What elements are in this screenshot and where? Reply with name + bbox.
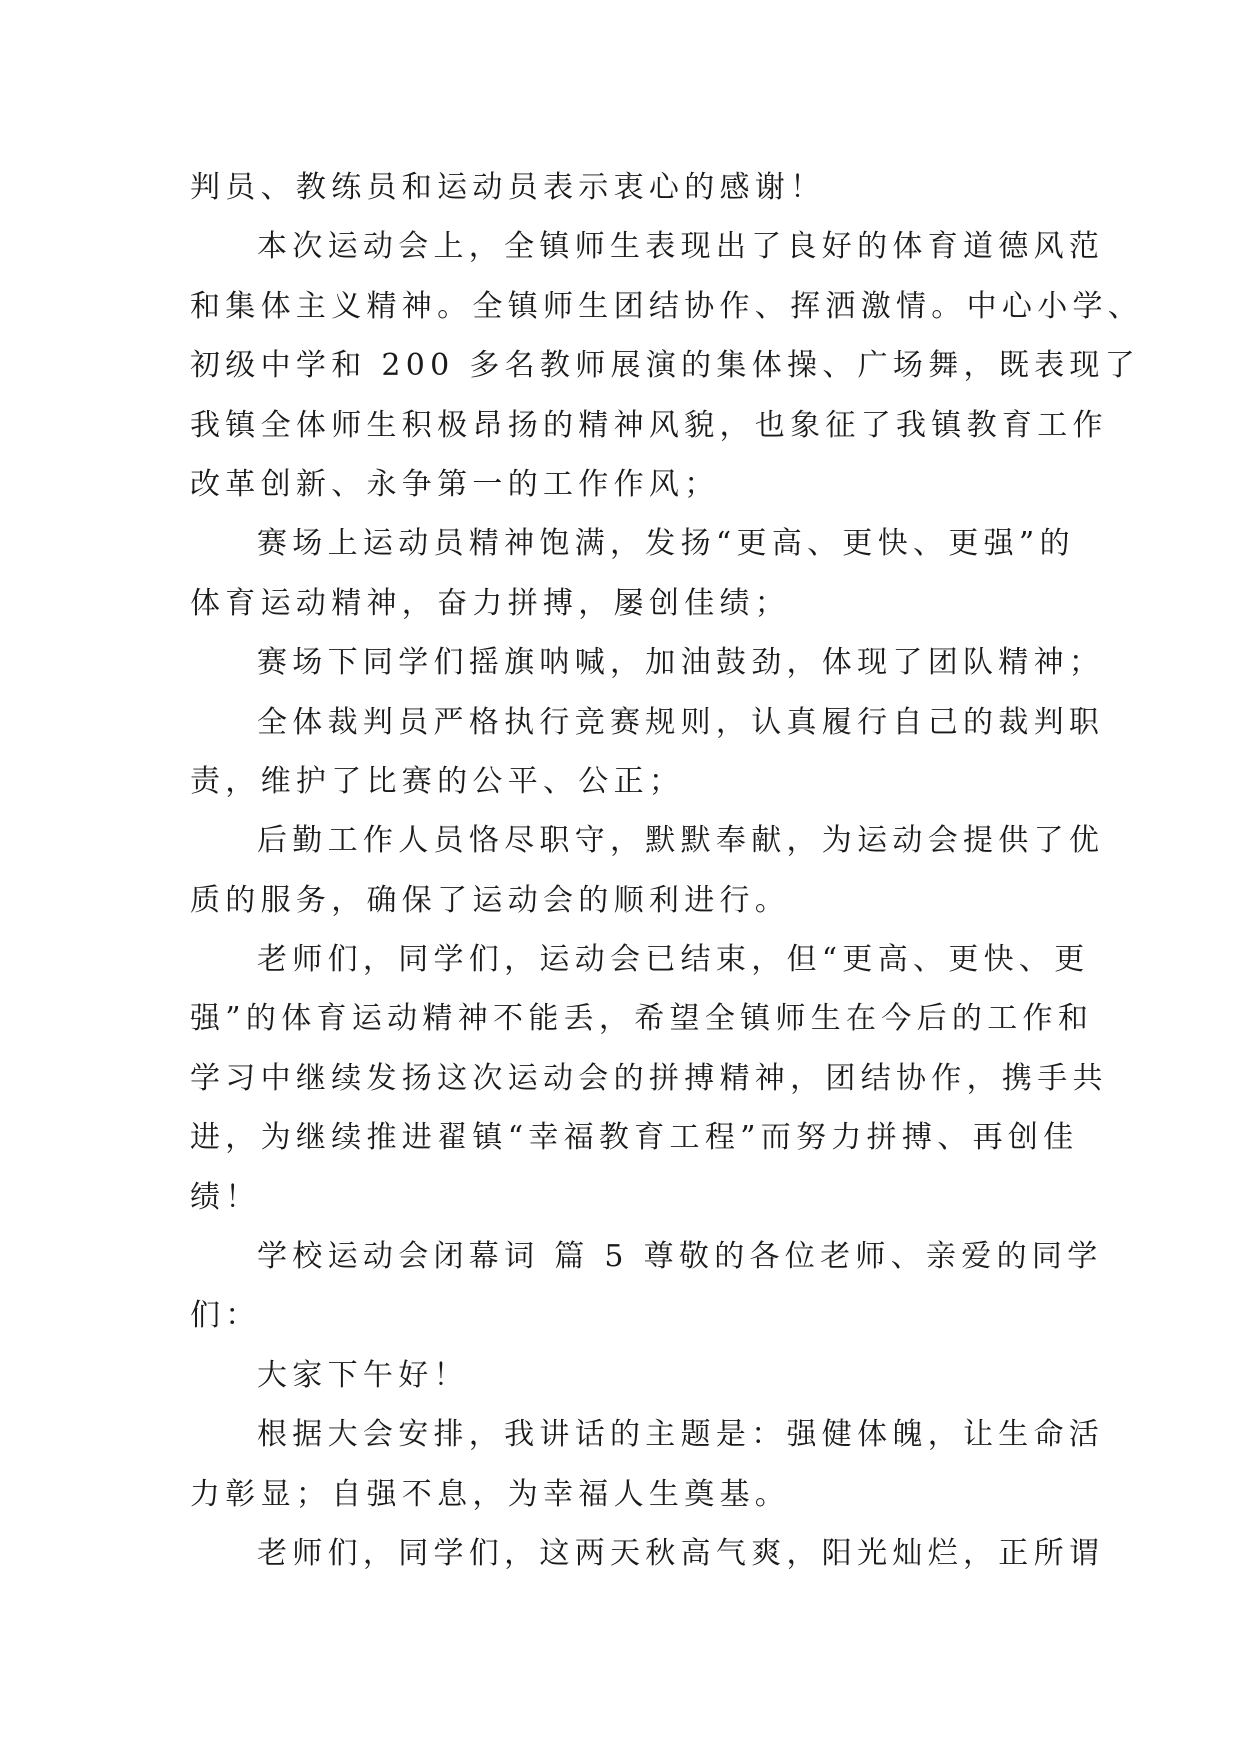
text-line: 质的服务，确保了运动会的顺利进行。	[190, 882, 791, 918]
text-line: 们：	[190, 1298, 261, 1334]
text-line: 我镇全体师生积极昂扬的精神风貌，也象征了我镇教育工作	[190, 407, 1108, 443]
text-line: 老师们，同学们，这两天秋高气爽，阳光灿烂，正所谓	[257, 1535, 1105, 1571]
text-line: 学校运动会闭幕词 篇 5 尊敬的各位老师、亲爱的同学	[257, 1239, 1103, 1275]
text-line: 初级中学和 200 多名教师展演的集体操、广场舞，既表现了	[190, 348, 1141, 384]
text-line: 进，为继续推进翟镇“幸福教育工程”而努力拼搏、再创佳	[190, 1120, 1079, 1156]
text-line: 大家下午好！	[257, 1357, 469, 1393]
text-line: 赛场上运动员精神饱满，发扬“更高、更快、更强”的	[257, 526, 1075, 562]
text-line: 根据大会安排，我讲话的主题是：强健体魄，让生命活	[257, 1417, 1105, 1453]
text-line: 全体裁判员严格执行竞赛规则，认真履行自己的裁判职	[257, 704, 1105, 740]
text-line: 学习中继续发扬这次运动会的拼搏精神，团结协作，携手共	[190, 1060, 1108, 1096]
text-line: 和集体主义精神。全镇师生团结协作、挥洒激情。中心小学、	[190, 288, 1144, 324]
text-line: 体育运动精神，奋力拼搏，屡创佳绩；	[190, 585, 791, 621]
text-line: 判员、教练员和运动员表示衷心的感谢！	[190, 170, 826, 205]
text-line: 改革创新、永争第一的工作作风；	[190, 466, 720, 502]
text-line: 老师们，同学们，运动会已结束，但“更高、更快、更	[257, 942, 1090, 978]
text-line: 赛场下同学们摇旗呐喊，加油鼓劲，体现了团队精神；	[257, 645, 1105, 681]
text-line: 强”的体育运动精神不能丢，希望全镇师生在今后的工作和	[190, 1001, 1094, 1037]
text-line: 本次运动会上，全镇师生表现出了良好的体育道德风范	[257, 229, 1105, 265]
text-line: 力彰显；自强不息，为幸福人生奠基。	[190, 1476, 791, 1512]
text-line: 责，维护了比赛的公平、公正；	[190, 763, 685, 799]
body-text	[190, 158, 1144, 1583]
text-line: 后勤工作人员恪尽职守，默默奉献，为运动会提供了优	[257, 823, 1105, 859]
text-line: 绩！	[190, 1179, 261, 1215]
